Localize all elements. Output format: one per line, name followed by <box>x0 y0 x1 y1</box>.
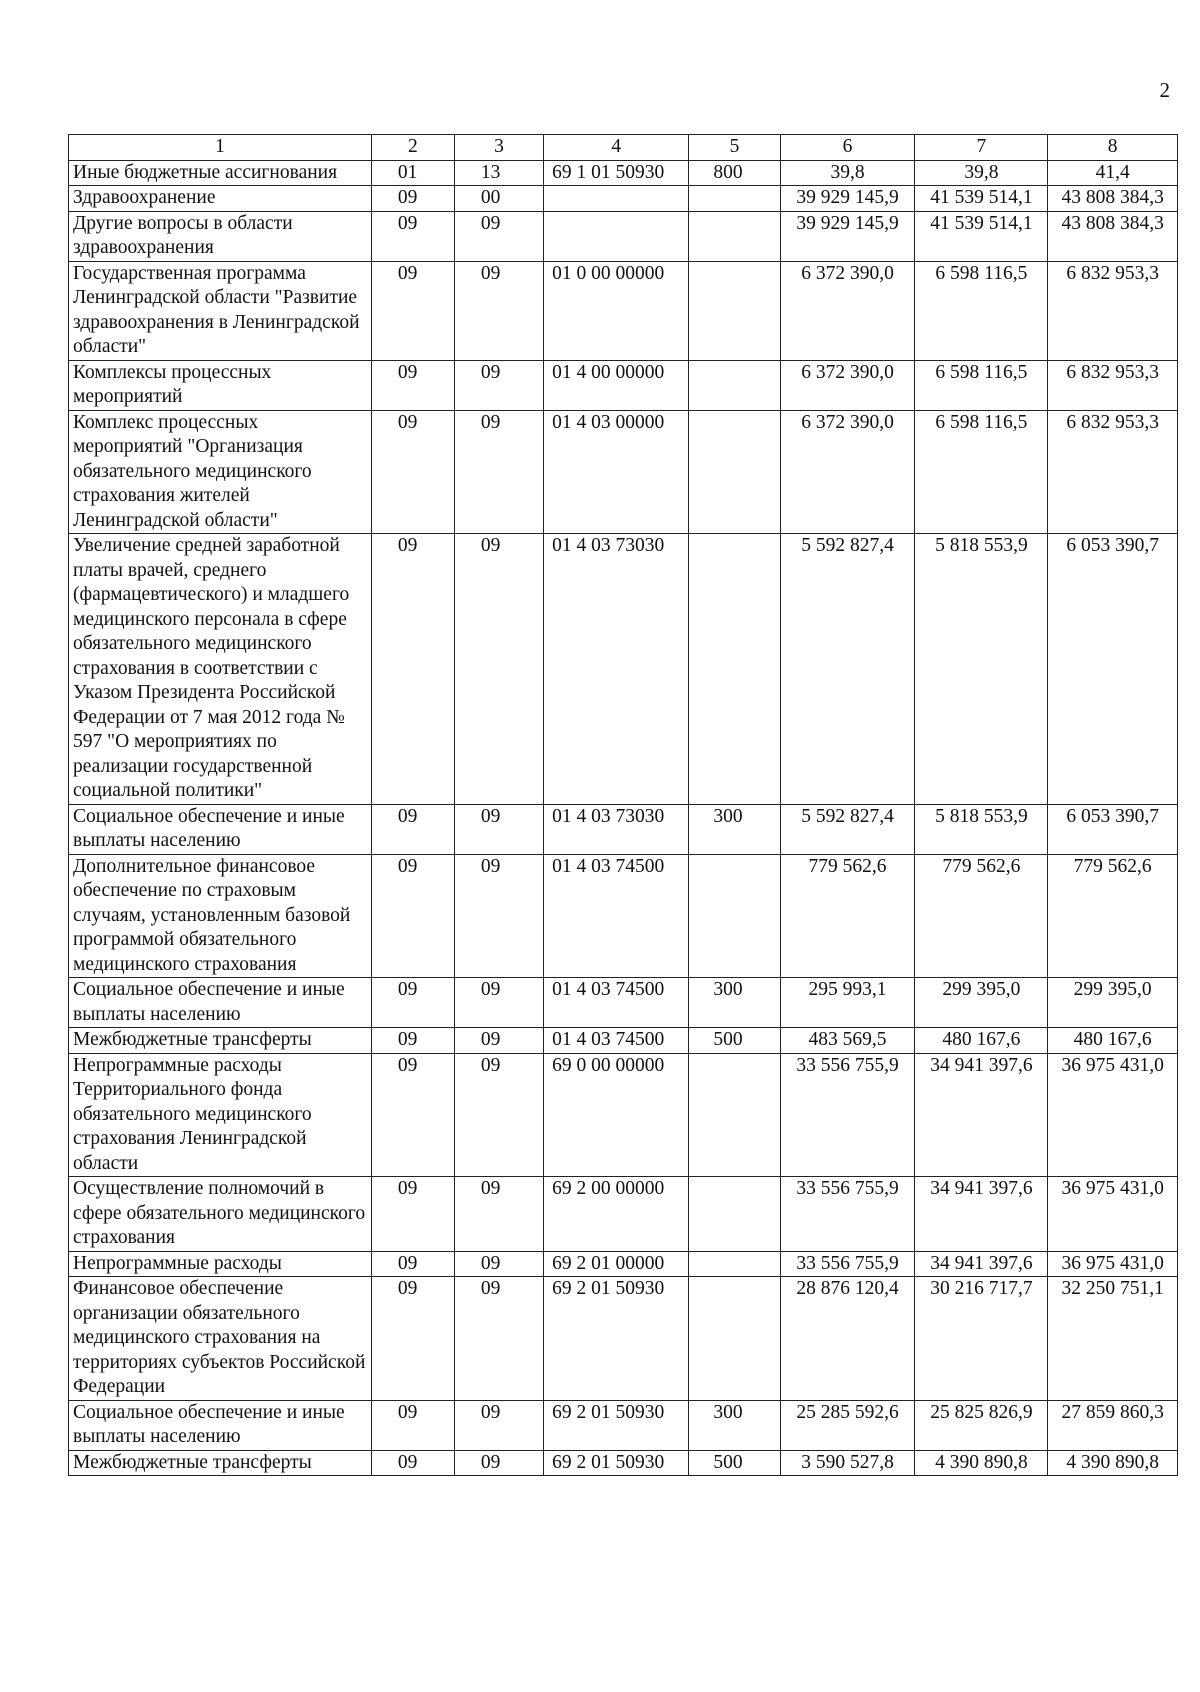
section-code-cell: 01 <box>371 160 454 186</box>
amount-year-3-cell: 6 832 953,3 <box>1048 261 1178 360</box>
column-header: 6 <box>780 135 915 161</box>
amount-year-1-cell: 5 592 827,4 <box>780 804 915 854</box>
target-article-cell: 69 1 01 50930 <box>544 160 689 186</box>
amount-year-2-cell: 6 598 116,5 <box>915 261 1048 360</box>
target-article-cell <box>544 211 689 261</box>
amount-year-2-cell: 6 598 116,5 <box>915 410 1048 534</box>
amount-year-3-cell: 36 975 431,0 <box>1048 1177 1178 1252</box>
amount-year-1-cell: 295 993,1 <box>780 978 915 1028</box>
table-row <box>69 211 1178 261</box>
amount-year-1-cell: 33 556 755,9 <box>780 1053 915 1177</box>
table-header-row <box>69 135 1178 161</box>
amount-year-1-cell: 33 556 755,9 <box>780 1251 915 1277</box>
row-name-cell: Социальное обеспечение и иные выплаты населению <box>69 804 372 854</box>
section-code-cell: 09 <box>371 360 454 410</box>
amount-year-3-cell: 41,4 <box>1048 160 1178 186</box>
subsection-code-cell: 09 <box>454 1400 543 1450</box>
expense-type-cell: 800 <box>689 160 780 186</box>
section-code-cell: 09 <box>371 1053 454 1177</box>
amount-year-1-cell: 3 590 527,8 <box>780 1450 915 1476</box>
column-header: 4 <box>544 135 689 161</box>
amount-year-3-cell: 4 390 890,8 <box>1048 1450 1178 1476</box>
target-article-cell: 01 0 00 00000 <box>544 261 689 360</box>
subsection-code-cell: 09 <box>454 534 543 805</box>
expense-type-cell <box>689 1277 780 1401</box>
amount-year-1-cell: 33 556 755,9 <box>780 1177 915 1252</box>
amount-year-2-cell: 34 941 397,6 <box>915 1251 1048 1277</box>
target-article-cell: 69 2 01 00000 <box>544 1251 689 1277</box>
section-code-cell: 09 <box>371 186 454 212</box>
expense-type-cell: 300 <box>689 1400 780 1450</box>
row-name-cell: Непрограммные расходы Территориального фонда обязательного медицинского страхования Ленинградской области <box>69 1053 372 1177</box>
expense-type-cell <box>689 854 780 978</box>
target-article-cell: 01 4 03 00000 <box>544 410 689 534</box>
amount-year-3-cell: 6 053 390,7 <box>1048 804 1178 854</box>
amount-year-3-cell: 779 562,6 <box>1048 854 1178 978</box>
column-header: 1 <box>69 135 372 161</box>
page-number: 2 <box>1159 78 1170 102</box>
column-header: 7 <box>915 135 1048 161</box>
subsection-code-cell: 09 <box>454 261 543 360</box>
table-row <box>69 186 1178 212</box>
target-article-cell: 01 4 03 74500 <box>544 978 689 1028</box>
table-row <box>69 1251 1178 1277</box>
amount-year-1-cell: 5 592 827,4 <box>780 534 915 805</box>
table-row <box>69 160 1178 186</box>
amount-year-1-cell: 779 562,6 <box>780 854 915 978</box>
budget-table <box>68 134 1178 1476</box>
amount-year-1-cell: 6 372 390,0 <box>780 410 915 534</box>
section-code-cell: 09 <box>371 534 454 805</box>
amount-year-1-cell: 25 285 592,6 <box>780 1400 915 1450</box>
row-name-cell: Социальное обеспечение и иные выплаты населению <box>69 1400 372 1450</box>
amount-year-1-cell: 28 876 120,4 <box>780 1277 915 1401</box>
table-row <box>69 854 1178 978</box>
subsection-code-cell: 09 <box>454 1177 543 1252</box>
amount-year-2-cell: 480 167,6 <box>915 1028 1048 1054</box>
amount-year-3-cell: 36 975 431,0 <box>1048 1053 1178 1177</box>
expense-type-cell: 500 <box>689 1450 780 1476</box>
subsection-code-cell: 09 <box>454 1450 543 1476</box>
expense-type-cell <box>689 186 780 212</box>
expense-type-cell <box>689 1053 780 1177</box>
expense-type-cell <box>689 1251 780 1277</box>
subsection-code-cell: 13 <box>454 160 543 186</box>
table-row <box>69 1053 1178 1177</box>
subsection-code-cell: 09 <box>454 211 543 261</box>
section-code-cell: 09 <box>371 854 454 978</box>
row-name-cell: Непрограммные расходы <box>69 1251 372 1277</box>
amount-year-3-cell: 6 832 953,3 <box>1048 360 1178 410</box>
target-article-cell: 01 4 03 73030 <box>544 534 689 805</box>
row-name-cell: Другие вопросы в области здравоохранения <box>69 211 372 261</box>
amount-year-3-cell: 299 395,0 <box>1048 978 1178 1028</box>
subsection-code-cell: 09 <box>454 804 543 854</box>
expense-type-cell <box>689 1177 780 1252</box>
row-name-cell: Дополнительное финансовое обеспечение по страховым случаям, установленным базовой программой обязательного медицинского страхования <box>69 854 372 978</box>
amount-year-3-cell: 6 832 953,3 <box>1048 410 1178 534</box>
amount-year-3-cell: 6 053 390,7 <box>1048 534 1178 805</box>
section-code-cell: 09 <box>371 978 454 1028</box>
amount-year-2-cell: 4 390 890,8 <box>915 1450 1048 1476</box>
table-row <box>69 410 1178 534</box>
expense-type-cell: 500 <box>689 1028 780 1054</box>
section-code-cell: 09 <box>371 1251 454 1277</box>
subsection-code-cell: 09 <box>454 1277 543 1401</box>
amount-year-2-cell: 25 825 826,9 <box>915 1400 1048 1450</box>
amount-year-3-cell: 27 859 860,3 <box>1048 1400 1178 1450</box>
amount-year-1-cell: 39 929 145,9 <box>780 186 915 212</box>
subsection-code-cell: 09 <box>454 1053 543 1177</box>
subsection-code-cell: 09 <box>454 360 543 410</box>
subsection-code-cell: 09 <box>454 978 543 1028</box>
column-header: 2 <box>371 135 454 161</box>
row-name-cell: Иные бюджетные ассигнования <box>69 160 372 186</box>
table-row <box>69 978 1178 1028</box>
section-code-cell: 09 <box>371 1450 454 1476</box>
subsection-code-cell: 09 <box>454 410 543 534</box>
amount-year-2-cell: 30 216 717,7 <box>915 1277 1048 1401</box>
target-article-cell: 01 4 03 73030 <box>544 804 689 854</box>
target-article-cell: 69 2 01 50930 <box>544 1277 689 1401</box>
amount-year-1-cell: 483 569,5 <box>780 1028 915 1054</box>
table-row <box>69 1400 1178 1450</box>
expense-type-cell: 300 <box>689 804 780 854</box>
target-article-cell: 69 0 00 00000 <box>544 1053 689 1177</box>
subsection-code-cell: 00 <box>454 186 543 212</box>
section-code-cell: 09 <box>371 211 454 261</box>
table-row <box>69 360 1178 410</box>
amount-year-2-cell: 779 562,6 <box>915 854 1048 978</box>
section-code-cell: 09 <box>371 1400 454 1450</box>
amount-year-1-cell: 39 929 145,9 <box>780 211 915 261</box>
amount-year-1-cell: 39,8 <box>780 160 915 186</box>
section-code-cell: 09 <box>371 1277 454 1401</box>
table-row <box>69 804 1178 854</box>
amount-year-1-cell: 6 372 390,0 <box>780 360 915 410</box>
target-article-cell: 69 2 01 50930 <box>544 1400 689 1450</box>
target-article-cell: 01 4 03 74500 <box>544 854 689 978</box>
amount-year-2-cell: 34 941 397,6 <box>915 1053 1048 1177</box>
target-article-cell <box>544 186 689 212</box>
row-name-cell: Здравоохранение <box>69 186 372 212</box>
section-code-cell: 09 <box>371 1177 454 1252</box>
target-article-cell: 69 2 00 00000 <box>544 1177 689 1252</box>
amount-year-2-cell: 41 539 514,1 <box>915 186 1048 212</box>
expense-type-cell <box>689 211 780 261</box>
column-header: 8 <box>1048 135 1178 161</box>
row-name-cell: Комплексы процессных мероприятий <box>69 360 372 410</box>
amount-year-2-cell: 41 539 514,1 <box>915 211 1048 261</box>
amount-year-2-cell: 39,8 <box>915 160 1048 186</box>
subsection-code-cell: 09 <box>454 854 543 978</box>
amount-year-3-cell: 43 808 384,3 <box>1048 186 1178 212</box>
row-name-cell: Межбюджетные трансферты <box>69 1450 372 1476</box>
table-row <box>69 534 1178 805</box>
amount-year-2-cell: 34 941 397,6 <box>915 1177 1048 1252</box>
section-code-cell: 09 <box>371 1028 454 1054</box>
expense-type-cell <box>689 261 780 360</box>
amount-year-2-cell: 6 598 116,5 <box>915 360 1048 410</box>
table-row <box>69 1177 1178 1252</box>
amount-year-3-cell: 43 808 384,3 <box>1048 211 1178 261</box>
target-article-cell: 69 2 01 50930 <box>544 1450 689 1476</box>
expense-type-cell: 300 <box>689 978 780 1028</box>
amount-year-2-cell: 5 818 553,9 <box>915 804 1048 854</box>
amount-year-2-cell: 5 818 553,9 <box>915 534 1048 805</box>
table-row <box>69 1450 1178 1476</box>
section-code-cell: 09 <box>371 410 454 534</box>
amount-year-3-cell: 32 250 751,1 <box>1048 1277 1178 1401</box>
table-row <box>69 1277 1178 1401</box>
subsection-code-cell: 09 <box>454 1028 543 1054</box>
target-article-cell: 01 4 00 00000 <box>544 360 689 410</box>
row-name-cell: Социальное обеспечение и иные выплаты населению <box>69 978 372 1028</box>
table-row <box>69 1028 1178 1054</box>
row-name-cell: Государственная программа Ленинградской области "Развитие здравоохранения в Ленинградской области" <box>69 261 372 360</box>
amount-year-1-cell: 6 372 390,0 <box>780 261 915 360</box>
expense-type-cell <box>689 534 780 805</box>
row-name-cell: Финансовое обеспечение организации обязательного медицинского страхования на территориях субъектов Российской Федерации <box>69 1277 372 1401</box>
table-row <box>69 261 1178 360</box>
expense-type-cell <box>689 410 780 534</box>
section-code-cell: 09 <box>371 261 454 360</box>
section-code-cell: 09 <box>371 804 454 854</box>
subsection-code-cell: 09 <box>454 1251 543 1277</box>
target-article-cell: 01 4 03 74500 <box>544 1028 689 1054</box>
amount-year-3-cell: 36 975 431,0 <box>1048 1251 1178 1277</box>
row-name-cell: Комплекс процессных мероприятий "Организация обязательного медицинского страхования жителей Ленинградской области" <box>69 410 372 534</box>
row-name-cell: Межбюджетные трансферты <box>69 1028 372 1054</box>
row-name-cell: Осуществление полномочий в сфере обязательного медицинского страхования <box>69 1177 372 1252</box>
amount-year-2-cell: 299 395,0 <box>915 978 1048 1028</box>
amount-year-3-cell: 480 167,6 <box>1048 1028 1178 1054</box>
expense-type-cell <box>689 360 780 410</box>
column-header: 5 <box>689 135 780 161</box>
column-header: 3 <box>454 135 543 161</box>
row-name-cell: Увеличение средней заработной платы врачей, среднего (фармацевтического) и младшего медицинского персонала в сфере обязательного медицинского страхования в соответствии с Указом Президента Российской Федерации от 7 мая 2012 года № 597 "О мероприятиях по реализации государственной социальной политики" <box>69 534 372 805</box>
